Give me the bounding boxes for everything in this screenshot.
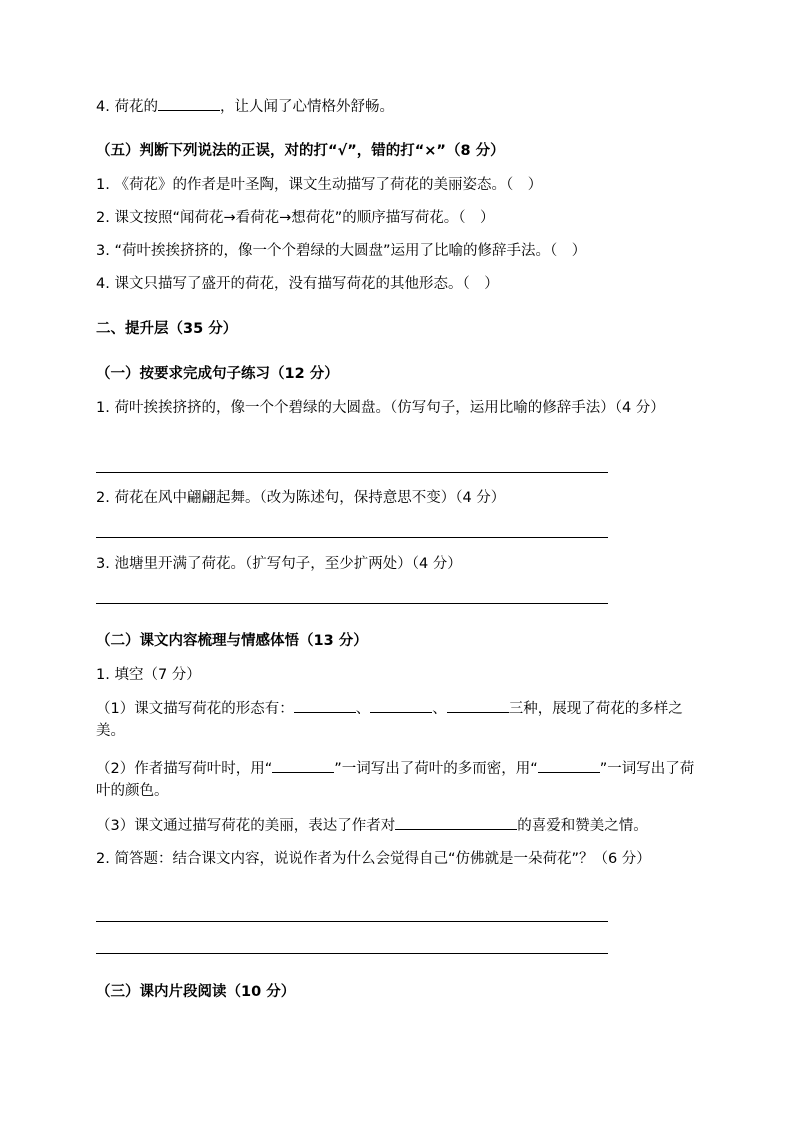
sub-2-heading: （二）课文内容梳理与情感体悟（13 分） xyxy=(96,633,368,649)
judge-item-1: 1. 《荷花》的作者是叶圣陶，课文生动描写了荷花的美丽姿态。（ ） xyxy=(96,177,543,193)
fill-item-4 xyxy=(96,96,394,117)
sentence-q2: 2. 荷花在风中翩翩起舞。（改为陈述句，保持意思不变）（4 分） xyxy=(96,490,506,506)
sentence-q3: 3. 池塘里开满了荷花。（扩写句子，至少扩两处）（4 分） xyxy=(96,556,462,572)
fill-blank[interactable] xyxy=(294,698,356,713)
sub-3-heading: （三）课内片段阅读（10 分） xyxy=(96,984,296,1000)
fill-text: 三种，展现了荷花的多样之美。 xyxy=(96,701,683,739)
judge-item-2: 2. 课文按照“闻荷花→看荷花→想荷花”的顺序描写荷花。（ ） xyxy=(96,210,495,226)
part-2-heading: 二、提升层（35 分） xyxy=(96,321,238,337)
judge-item-4: 4. 课文只描写了盛开的荷花，没有描写荷花的其他形态。（ ） xyxy=(96,276,499,292)
fill-text: 、 xyxy=(432,701,447,717)
fill-text: （1）课文描写荷花的形态有： xyxy=(96,701,294,717)
short-answer-q2: 2. 简答题：结合课文内容，说说作者为什么会觉得自己“仿佛就是一朵荷花”？（6 分） xyxy=(96,851,651,867)
item-text: 4. 荷花的 xyxy=(96,99,158,115)
answer-line-q2[interactable] xyxy=(96,537,608,538)
fill-blank[interactable] xyxy=(447,698,509,713)
fill-blank[interactable] xyxy=(272,758,334,773)
fill-text: （3）课文通过描写荷花的美丽，表达了作者对 xyxy=(96,818,396,834)
section-5-heading: （五）判断下列说法的正误，对的打“√”，错的打“×”（8 分） xyxy=(96,143,505,159)
sentence-q1: 1. 荷叶挨挨挤挤的，像一个个碧绿的大圆盘。（仿写句子，运用比喻的修辞手法）（4 分） xyxy=(96,400,665,416)
fill-title: 1. 填空（7 分） xyxy=(96,667,201,683)
fill-blank[interactable] xyxy=(395,815,517,830)
answer-line-sa-1[interactable] xyxy=(96,921,608,922)
fill-q3 xyxy=(96,815,648,836)
fill-text: ”一词写出了荷叶的多而密，用“ xyxy=(334,761,538,777)
fill-text: 的喜爱和赞美之情。 xyxy=(517,818,648,834)
fill-text: （2）作者描写荷叶时，用“ xyxy=(96,761,273,777)
fill-q2 xyxy=(96,758,700,802)
fill-blank[interactable] xyxy=(538,758,600,773)
answer-line-sa-2[interactable] xyxy=(96,953,608,954)
fill-blank[interactable] xyxy=(370,698,432,713)
fill-q1 xyxy=(96,698,700,742)
fill-text: ”一词写出了荷叶的颜色。 xyxy=(96,761,695,799)
item-text: ，让人闻了心情格外舒畅。 xyxy=(219,99,394,115)
fill-blank[interactable] xyxy=(158,96,220,111)
judge-item-3: 3. “荷叶挨挨挤挤的，像一个个碧绿的大圆盘”运用了比喻的修辞手法。（ ） xyxy=(96,243,587,259)
sub-1-heading: （一）按要求完成句子练习（12 分） xyxy=(96,366,339,382)
fill-text: 、 xyxy=(355,701,371,717)
answer-line-q1[interactable] xyxy=(96,472,608,473)
answer-line-q3[interactable] xyxy=(96,603,608,604)
